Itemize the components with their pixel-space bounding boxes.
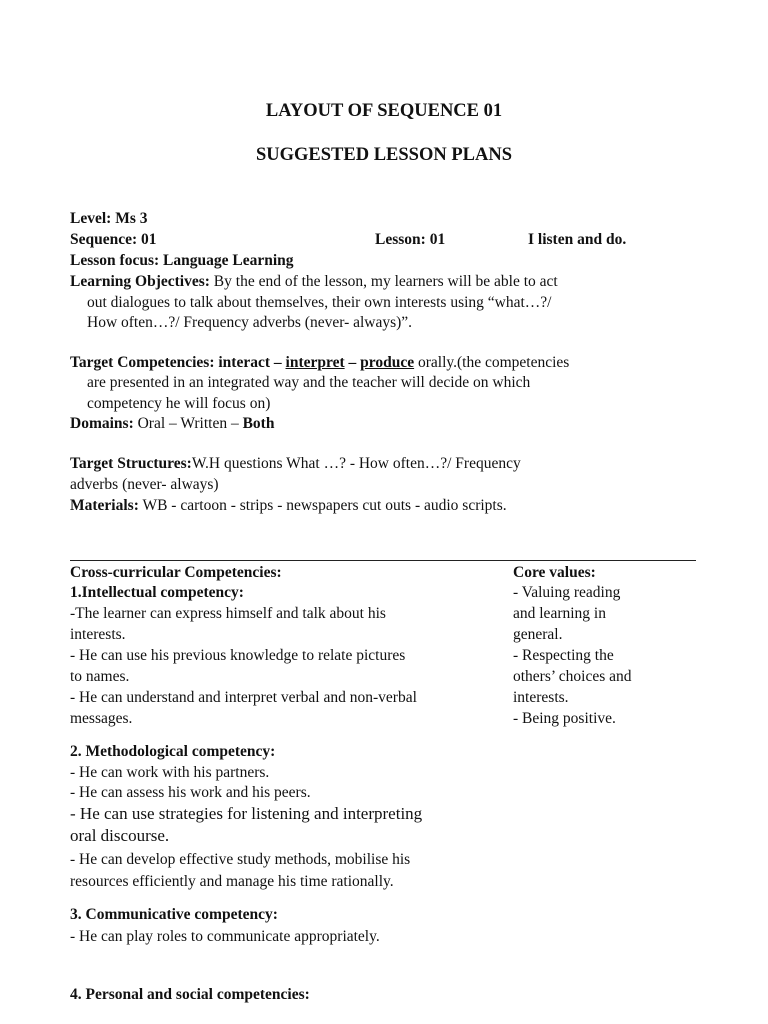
sequence-value: 01: [141, 231, 157, 248]
core-heading: Core values:: [513, 564, 596, 581]
comp-text-2: are presented in an integrated way and the teacher will decide on which: [87, 374, 531, 391]
materials-line: [70, 496, 507, 516]
comp-rest: orally.(the competencies: [417, 354, 570, 371]
core-line-6: interests.: [513, 689, 569, 706]
domains-both: Both: [242, 415, 275, 432]
personal-heading: 4. Personal and social competencies:: [70, 986, 310, 1003]
methodological-line-2: - He can assess his work and his peers.: [70, 784, 311, 801]
page-subtitle: SUGGESTED LESSON PLANS: [255, 145, 512, 165]
focus-line: [70, 251, 294, 271]
methodological-heading: 2. Methodological competency:: [70, 743, 276, 760]
level-line: [70, 209, 148, 229]
domains-line: [70, 414, 274, 434]
comp-produce: produce: [360, 354, 415, 371]
methodological-line-1: - He can work with his partners.: [70, 764, 270, 781]
structures-text-2: adverbs (never- always): [70, 476, 219, 493]
materials-value: WB - cartoon - strips - newspapers cut outs - audio scripts.: [142, 497, 507, 514]
lesson-title: I listen and do.: [528, 231, 627, 248]
domains-label: Domains:: [70, 415, 134, 432]
competencies-line: [70, 353, 569, 373]
communicative-line-1: - He can play roles to communicate appropriately.: [70, 928, 380, 945]
methodological-line-3: - He can use strategies for listening and interpreting: [70, 804, 423, 823]
comp-dash-1: –: [273, 354, 282, 371]
core-line-4: - Respecting the: [513, 647, 614, 664]
sequence-label: Sequence:: [70, 231, 138, 248]
structures-label: Target Structures:: [70, 455, 192, 472]
lesson-value: 01: [429, 231, 446, 248]
structures-text-1: W.H questions What …? - How often…?/ Frequency: [191, 455, 521, 472]
intellectual-line-3: - He can use his previous knowledge to relate pictures: [70, 647, 406, 664]
objectives-label: Learning Objectives:: [70, 273, 210, 290]
focus-value: Language Learning: [163, 252, 294, 269]
comp-interpret: interpret: [285, 354, 345, 371]
domains-value: Oral – Written –: [137, 415, 239, 432]
comp-dash-2: –: [348, 354, 357, 371]
lesson-label: Lesson:: [375, 231, 426, 248]
objectives-line: [70, 272, 558, 292]
objectives-text-3: How often…?/ Frequency adverbs (never- always)”.: [87, 314, 413, 331]
methodological-line-4: oral discourse.: [70, 826, 170, 845]
level-label: Level:: [70, 210, 112, 227]
focus-label: Lesson focus:: [70, 252, 160, 269]
table-top-rule: [70, 560, 696, 561]
sequence-line: [70, 230, 157, 250]
level-value: Ms 3: [115, 210, 148, 227]
intellectual-line-6: messages.: [70, 710, 133, 727]
core-line-7: - Being positive.: [513, 710, 616, 727]
cross-heading: Cross-curricular Competencies:: [70, 564, 282, 581]
intellectual-heading: 1.Intellectual competency:: [70, 584, 244, 601]
communicative-heading: 3. Communicative competency:: [70, 906, 278, 923]
intellectual-line-2: interests.: [70, 626, 126, 643]
structures-line: [70, 454, 521, 474]
comp-interact: interact: [218, 354, 271, 371]
methodological-line-5: - He can develop effective study methods, mobilise his: [70, 851, 411, 868]
objectives-text-1: By the end of the lesson, my learners will be able to act: [213, 273, 558, 290]
methodological-line-6: resources efficiently and manage his time rationally.: [70, 873, 394, 890]
lesson-line: [375, 230, 445, 250]
core-line-5: others’ choices and: [513, 668, 632, 685]
intellectual-line-1: -The learner can express himself and talk about his: [70, 605, 386, 622]
comp-text-3: competency he will focus on): [87, 395, 271, 412]
core-line-2: and learning in: [513, 605, 606, 622]
intellectual-line-5: - He can understand and interpret verbal and non-verbal: [70, 689, 417, 706]
core-line-1: - Valuing reading: [513, 584, 621, 601]
page-title: LAYOUT OF SEQUENCE 01: [265, 101, 503, 121]
intellectual-line-4: to names.: [70, 668, 130, 685]
objectives-text-2: out dialogues to talk about themselves, their own interests using “what…?/: [87, 294, 552, 311]
competencies-label: Target Competencies:: [70, 354, 215, 371]
materials-label: Materials:: [70, 497, 139, 514]
core-line-3: general.: [513, 626, 563, 643]
